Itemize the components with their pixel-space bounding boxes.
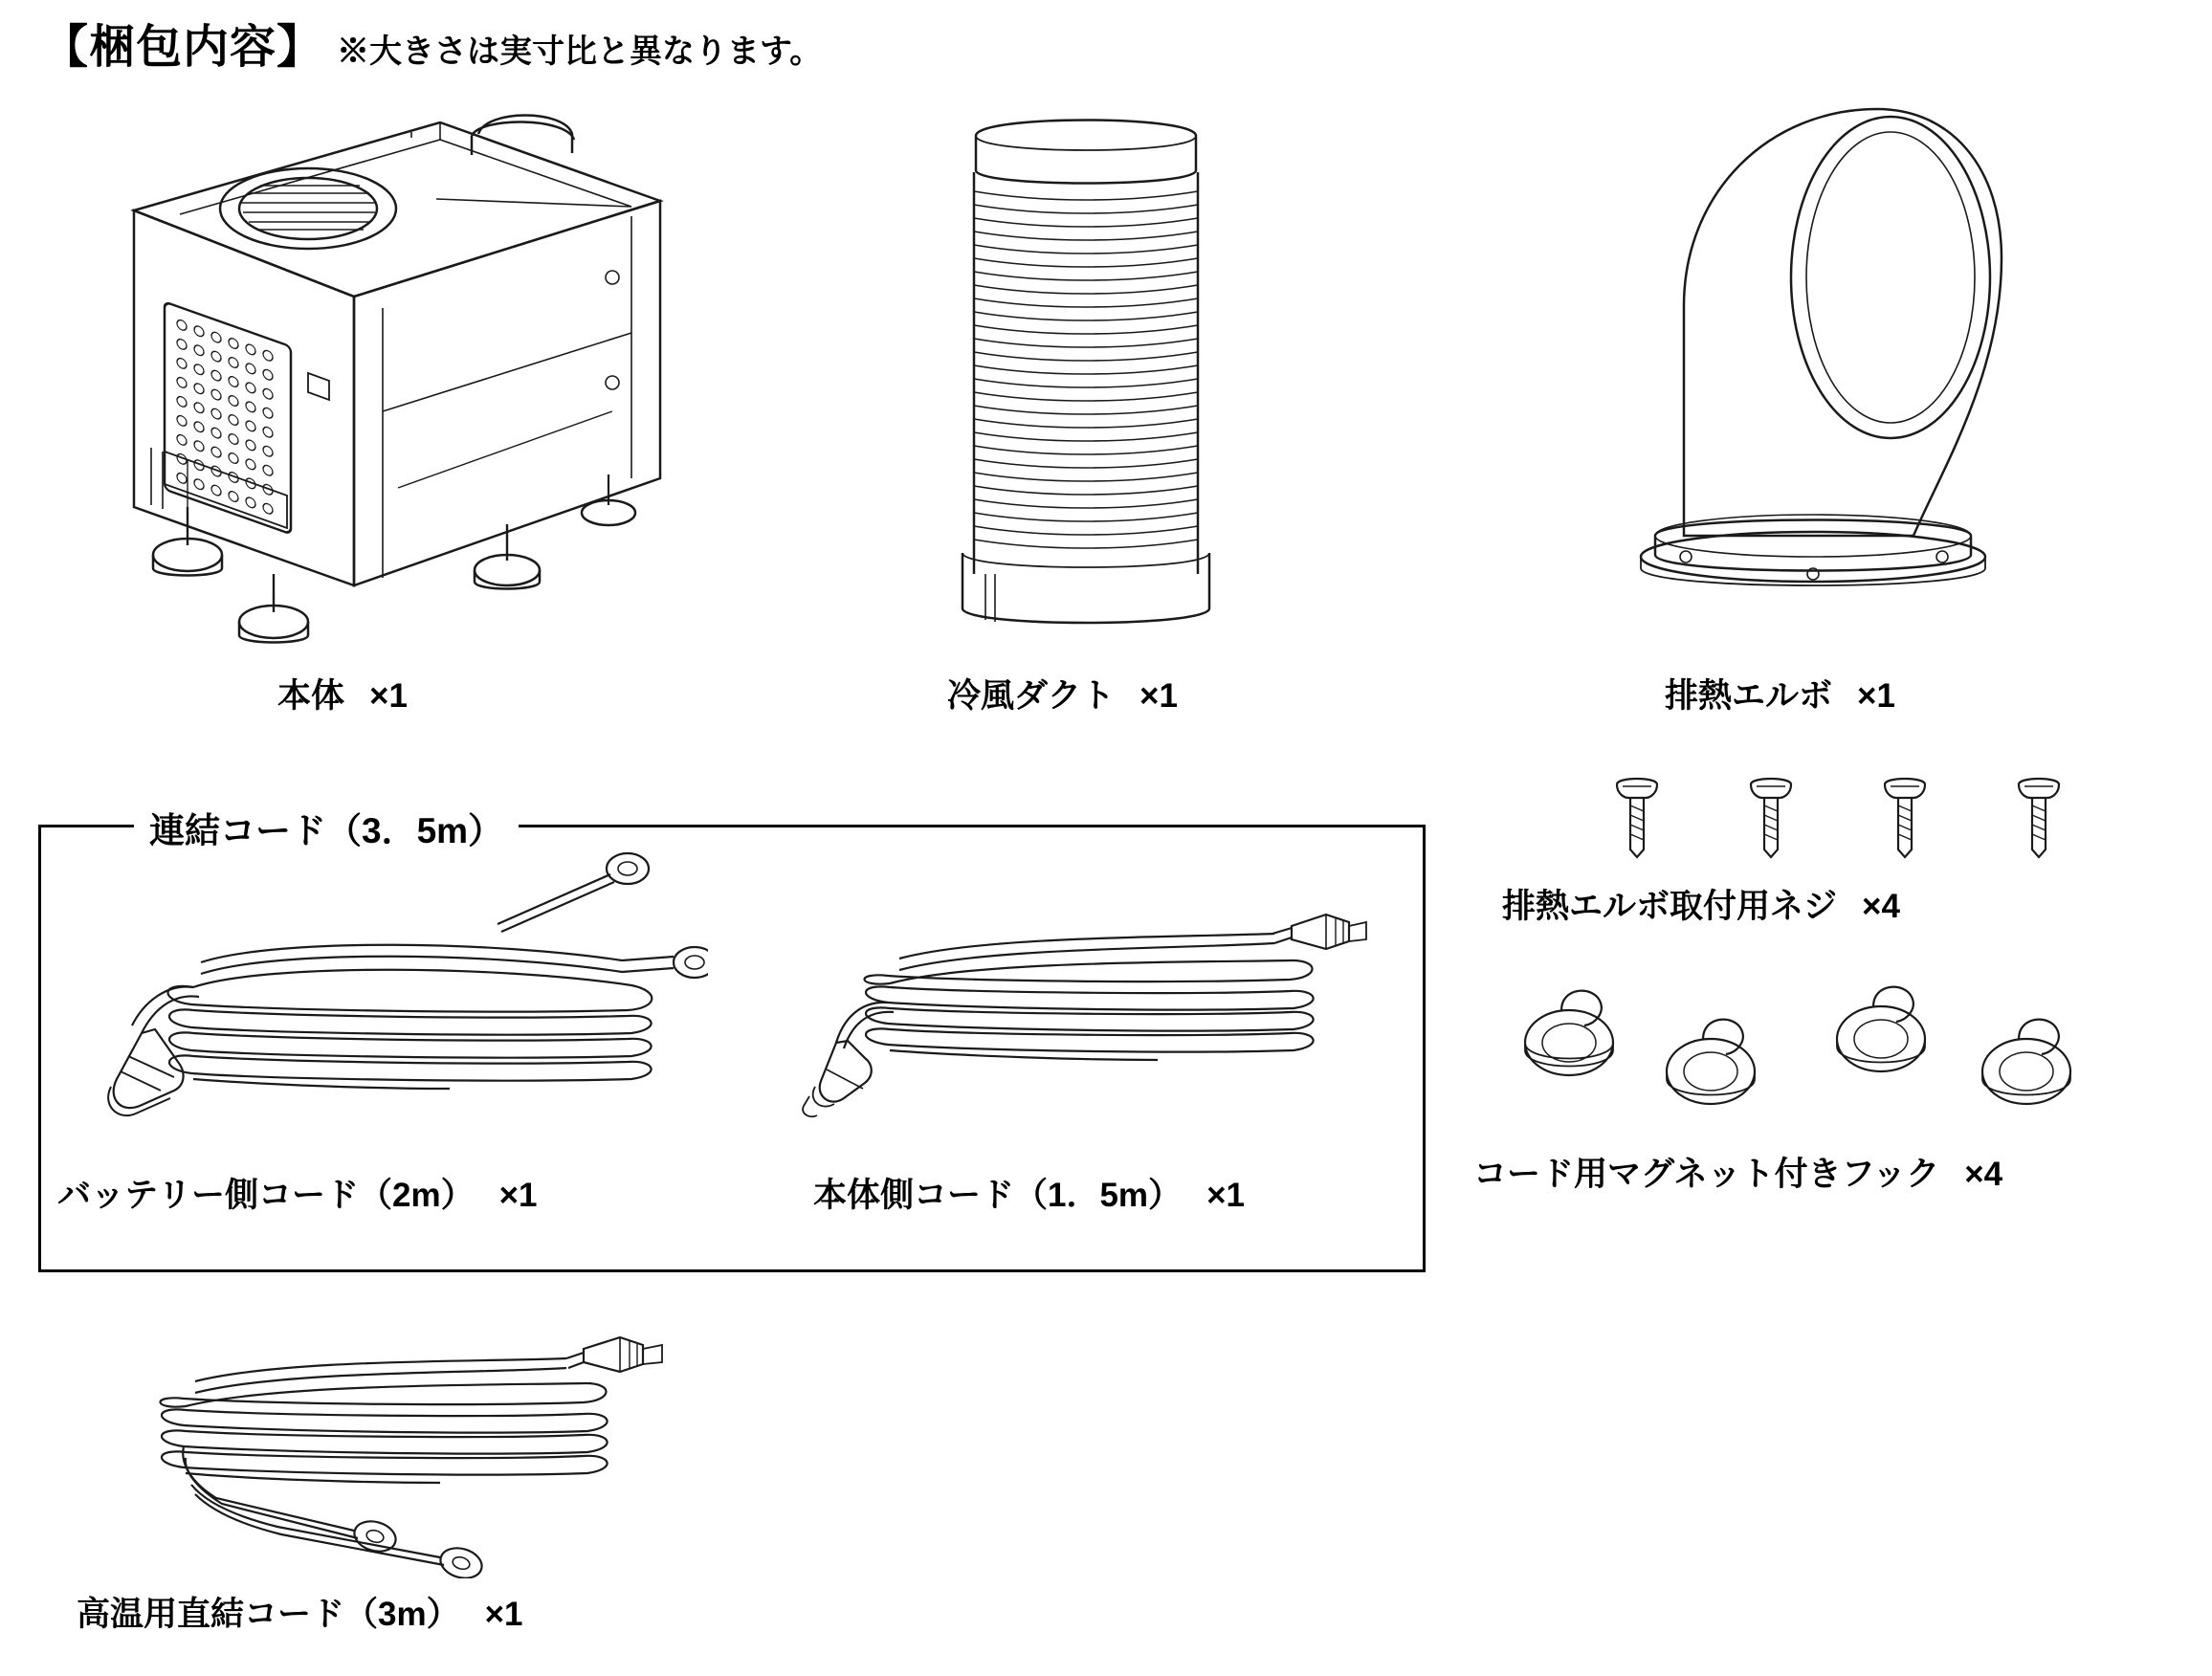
label-elbow-screws: 排熱エルボ取付用ネジ xyxy=(1502,888,1838,925)
coiled-cord-icon xyxy=(86,842,708,1148)
caption-high-temp-cord xyxy=(77,1588,523,1636)
label-unit-side-cord: 本体側コード（1．5m） xyxy=(813,1177,1183,1214)
screw-icon xyxy=(1607,775,2105,861)
qty-elbow-screws: ×4 xyxy=(1862,888,1900,925)
label-battery-side-cord: バッテリー側コード（2m） xyxy=(57,1177,475,1214)
connecting-cord-group-label: 連結コード（3．5m） xyxy=(134,802,519,853)
exhaust-elbow-icon xyxy=(1626,86,2038,651)
caption-exhaust-elbow xyxy=(1665,670,1895,717)
qty-exhaust-elbow: ×1 xyxy=(1857,677,1895,715)
caption-magnet-hooks xyxy=(1473,1148,2002,1196)
coiled-cord-icon xyxy=(124,1330,689,1578)
caption-unit-side-cord xyxy=(813,1169,1245,1217)
qty-unit-side-cord: ×1 xyxy=(1206,1177,1245,1214)
caption-battery-side-cord xyxy=(57,1169,538,1217)
qty-battery-side-cord: ×1 xyxy=(498,1177,538,1214)
qty-high-temp-cord: ×1 xyxy=(484,1596,523,1633)
label-cool-air-duct: 冷風ダクト xyxy=(947,677,1116,715)
dehumidifier-unit-icon xyxy=(96,96,689,670)
page-header xyxy=(42,10,822,76)
caption-main-unit xyxy=(277,670,408,717)
label-exhaust-elbow: 排熱エルボ xyxy=(1665,677,1833,715)
label-main-unit: 本体 xyxy=(277,677,345,715)
caption-cool-air-duct xyxy=(947,670,1178,717)
magnet-hook-icon xyxy=(1512,976,2162,1110)
label-high-temp-cord: 高温用直結コード（3m） xyxy=(77,1596,460,1633)
page-note: ※大きさは実寸比と異なります。 xyxy=(337,33,823,70)
flexible-duct-icon xyxy=(957,96,1272,651)
caption-elbow-screws xyxy=(1502,880,1900,928)
qty-cool-air-duct: ×1 xyxy=(1139,677,1178,715)
page-title: 【梱包内容】 xyxy=(42,22,324,73)
label-magnet-hooks: コード用マグネット付きフック xyxy=(1473,1156,1940,1193)
qty-magnet-hooks: ×4 xyxy=(1964,1156,2003,1193)
coiled-cord-icon xyxy=(794,899,1378,1138)
qty-main-unit: ×1 xyxy=(369,677,408,715)
